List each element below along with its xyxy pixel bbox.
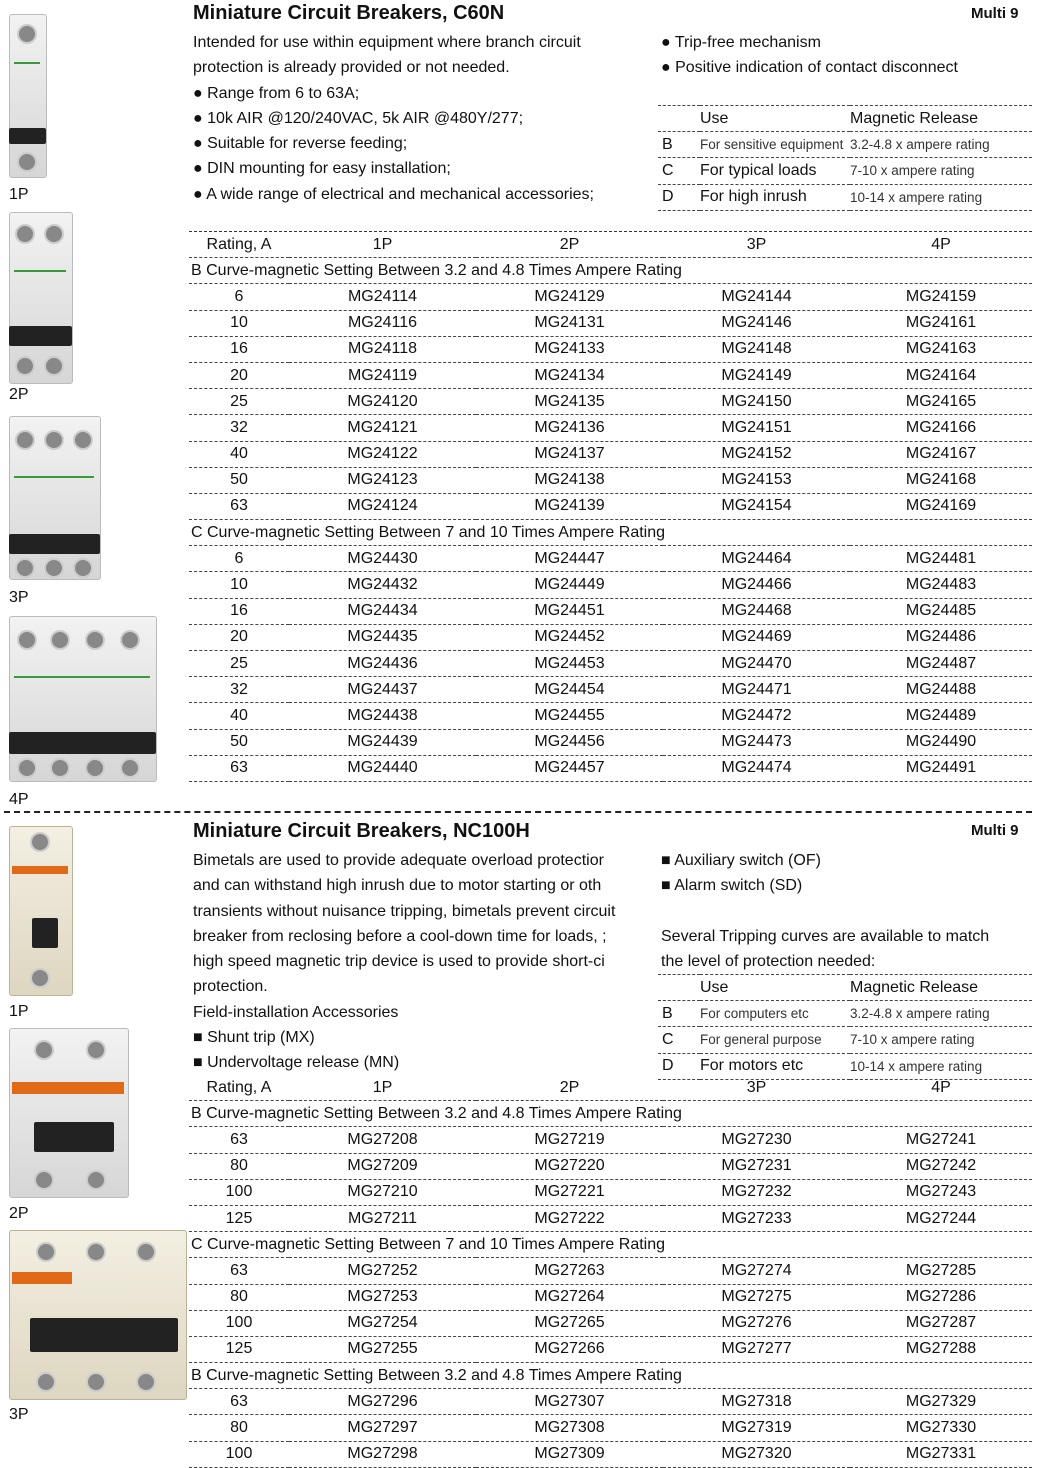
table-row [189,1284,1032,1310]
nc100h-section-b2 [189,1363,1032,1468]
release-header: Magnetic Release [850,975,1032,1001]
part-number-cell: MG27252 [289,1258,476,1284]
part-number-cell: MG24437 [289,677,476,703]
pole-label: 3P [9,1406,29,1423]
part-number-cell: MG24471 [663,677,850,703]
part-number-cell: MG24167 [850,441,1032,467]
part-number-cell: MG27209 [289,1153,476,1179]
part-number-cell: MG27230 [663,1127,850,1153]
release-header: Magnetic Release [850,106,1032,132]
curve-use: For high inrush [700,184,850,210]
part-number-cell: MG24440 [289,755,476,781]
table-row [189,493,1032,519]
part-number-cell: MG24165 [850,389,1032,415]
rating-cell: 50 [189,729,289,755]
table-row [189,546,1032,572]
part-number-cell: MG27264 [476,1284,663,1310]
rating-cell: 32 [189,415,289,441]
part-number-cell: MG24447 [476,546,663,572]
accessories-title: Field-installation Accessories [193,1003,399,1021]
part-number-cell: MG24121 [289,415,476,441]
accessory-item: ■ Shunt trip (MX) [193,1029,315,1047]
part-number-cell: MG27208 [289,1127,476,1153]
curve-letter: D [658,1053,700,1079]
col-header: 2P [476,232,663,258]
part-number-cell: MG27329 [850,1389,1032,1415]
part-number-cell: MG27219 [476,1127,663,1153]
rating-cell: 125 [189,1336,289,1362]
nc100h-brand: Multi 9 [971,822,1019,839]
table-row [189,651,1032,677]
part-number-cell: MG27243 [850,1179,1032,1205]
rating-cell: 20 [189,624,289,650]
table-header-row [189,232,1032,258]
nc100h-tripping-note [661,924,989,975]
table-row [189,729,1032,755]
part-number-cell: MG24163 [850,336,1032,362]
part-number-cell: MG24430 [289,546,476,572]
rating-cell: 40 [189,441,289,467]
rating-cell: 63 [189,1258,289,1284]
rating-cell: 50 [189,467,289,493]
part-number-cell: MG27244 [850,1205,1032,1231]
bullet-item: ● Suitable for reverse feeding; [193,135,408,153]
part-number-cell: MG24148 [663,336,850,362]
part-number-cell: MG24161 [850,310,1032,336]
table-row [189,1310,1032,1336]
part-number-cell: MG27275 [663,1284,850,1310]
part-number-cell: MG24150 [663,389,850,415]
pole-label: 1P [9,186,29,203]
rating-cell: 125 [189,1205,289,1231]
part-number-cell: MG24135 [476,389,663,415]
part-number-cell: MG27276 [663,1310,850,1336]
curve-use: For motors etc [700,1053,850,1079]
desc-line: protection is already provided or not needed. [193,59,510,77]
part-number-cell: MG24452 [476,624,663,650]
part-number-cell: MG24436 [289,651,476,677]
table-row [189,1336,1032,1362]
part-number-cell: MG24120 [289,389,476,415]
use-header: Use [700,975,850,1001]
section-heading: B Curve-magnetic Setting Between 3.2 and 4.8 Times Ampere Rating [189,1101,1032,1127]
rating-cell: 100 [189,1179,289,1205]
section-heading-row [189,258,1032,284]
part-number-cell: MG24474 [663,755,850,781]
part-number-cell: MG27220 [476,1153,663,1179]
c60n-description [193,30,594,207]
part-number-cell: MG24159 [850,284,1032,310]
pole-label: 1P [9,1003,29,1020]
curve-use: For sensitive equipment [700,132,850,158]
part-number-cell: MG24118 [289,336,476,362]
part-number-cell: MG24151 [663,415,850,441]
part-number-cell: MG24137 [476,441,663,467]
part-number-cell: MG24469 [663,624,850,650]
part-number-cell: MG27331 [850,1441,1032,1467]
part-number-cell: MG24486 [850,624,1032,650]
table-row [189,1441,1032,1467]
c60n-section-b [189,258,1032,520]
part-number-cell: MG27277 [663,1336,850,1362]
part-number-cell: MG24432 [289,572,476,598]
col-header: 2P [476,1075,663,1101]
part-number-cell: MG24483 [850,572,1032,598]
c60n-brand: Multi 9 [971,5,1019,22]
curve-letter: C [658,1027,700,1053]
table-row [189,1389,1032,1415]
pole-label: 4P [9,791,29,808]
note-line: the level of protection needed: [661,953,876,971]
desc-line: Bimetals are used to provide adequate overload protectior [193,852,604,869]
col-header: Rating, A [189,232,289,258]
part-number-cell: MG24491 [850,755,1032,781]
part-number-cell: MG27297 [289,1415,476,1441]
table-row [189,677,1032,703]
desc-line: transients without nuisance tripping, bimetals prevent circuit [193,902,616,920]
nc100h-catalog-table [189,1075,1032,1468]
part-number-cell: MG27255 [289,1336,476,1362]
part-number-cell: MG24133 [476,336,663,362]
nc100h-magnetic-table [658,974,1032,1080]
part-number-cell: MG27286 [850,1284,1032,1310]
c60n-features [661,30,958,81]
part-number-cell: MG24488 [850,677,1032,703]
part-number-cell: MG24129 [476,284,663,310]
part-number-cell: MG24434 [289,598,476,624]
part-number-cell: MG24473 [663,729,850,755]
section-heading: C Curve-magnetic Setting Between 7 and 10 Times Ampere Rating [189,520,1032,546]
curve-release: 10-14 x ampere rating [850,184,1032,210]
part-number-cell: MG24481 [850,546,1032,572]
part-number-cell: MG24487 [850,651,1032,677]
table-row [189,1127,1032,1153]
part-number-cell: MG24454 [476,677,663,703]
part-number-cell: MG24439 [289,729,476,755]
part-number-cell: MG24449 [476,572,663,598]
part-number-cell: MG27266 [476,1336,663,1362]
desc-line: and can withstand high inrush due to motor starting or oth [193,877,602,895]
part-number-cell: MG24122 [289,441,476,467]
part-number-cell: MG24485 [850,598,1032,624]
part-number-cell: MG24138 [476,467,663,493]
section-heading-row [189,1363,1032,1389]
part-number-cell: MG24451 [476,598,663,624]
part-number-cell: MG27309 [476,1441,663,1467]
table-row [189,1258,1032,1284]
curve-letter: C [658,158,700,184]
rating-cell: 16 [189,336,289,362]
table-row [189,703,1032,729]
part-number-cell: MG27307 [476,1389,663,1415]
curve-release: 10-14 x ampere rating [850,1053,1032,1079]
section-heading-row [189,520,1032,546]
part-number-cell: MG24438 [289,703,476,729]
rating-cell: 25 [189,651,289,677]
part-number-cell: MG24136 [476,415,663,441]
c60n-section-c [189,520,1032,782]
col-header: 3P [663,1075,850,1101]
col-header: 4P [850,1075,1032,1101]
part-number-cell: MG27319 [663,1415,850,1441]
part-number-cell: MG24114 [289,284,476,310]
accessory-item: ■ Auxiliary switch (OF) [661,852,821,869]
curve-release: 7-10 x ampere rating [850,158,1032,184]
table-row [189,362,1032,388]
rating-cell: 10 [189,572,289,598]
part-number-cell: MG24472 [663,703,850,729]
rating-cell: 40 [189,703,289,729]
desc-line: Intended for use within equipment where branch circuit [193,34,581,51]
rating-cell: 6 [189,546,289,572]
part-number-cell: MG27296 [289,1389,476,1415]
part-number-cell: MG27222 [476,1205,663,1231]
rating-cell: 16 [189,598,289,624]
curve-use: For general purpose [700,1027,850,1053]
col-header: 3P [663,232,850,258]
c60n-title: Miniature Circuit Breakers, C60N [193,2,505,24]
part-number-cell: MG24149 [663,362,850,388]
curve-release: 3.2-4.8 x ampere rating [850,132,1032,158]
part-number-cell: MG24169 [850,493,1032,519]
accessory-item: ■ Undervoltage release (MN) [193,1054,400,1072]
rating-cell: 10 [189,310,289,336]
table-row [189,1179,1032,1205]
bullet-item: ● Range from 6 to 63A; [193,84,360,102]
rating-cell: 63 [189,493,289,519]
part-number-cell: MG24457 [476,755,663,781]
part-number-cell: MG27211 [289,1205,476,1231]
table-row [189,441,1032,467]
part-number-cell: MG24152 [663,441,850,467]
rating-cell: 6 [189,284,289,310]
part-number-cell: MG27265 [476,1310,663,1336]
desc-line: high speed magnetic trip device is used to provide short-ci [193,953,605,971]
pole-label: 2P [9,1205,29,1222]
desc-line: breaker from reclosing before a cool-down time for loads, ; [193,927,607,945]
part-number-cell: MG24116 [289,310,476,336]
bullet-item: ● Positive indication of contact disconnect [661,59,958,77]
bullet-item: ● DIN mounting for easy installation; [193,160,451,178]
accessory-item: ■ Alarm switch (SD) [661,877,803,895]
curve-release: 7-10 x ampere rating [850,1027,1032,1053]
part-number-cell: MG24468 [663,598,850,624]
table-row [189,1153,1032,1179]
bullet-item: ● A wide range of electrical and mechanical accessories; [193,185,594,203]
table-row [189,336,1032,362]
desc-line: protection. [193,978,268,996]
part-number-cell: MG24453 [476,651,663,677]
part-number-cell: MG24144 [663,284,850,310]
curve-letter: D [658,184,700,210]
part-number-cell: MG24131 [476,310,663,336]
part-number-cell: MG24464 [663,546,850,572]
part-number-cell: MG27320 [663,1441,850,1467]
rating-cell: 80 [189,1284,289,1310]
rating-cell: 25 [189,389,289,415]
part-number-cell: MG27298 [289,1441,476,1467]
section-heading: C Curve-magnetic Setting Between 7 and 10 Times Ampere Rating [189,1232,1032,1258]
rating-cell: 63 [189,755,289,781]
part-number-cell: MG24139 [476,493,663,519]
table-row [189,755,1032,781]
section-heading-row [189,1232,1032,1258]
part-number-cell: MG24456 [476,729,663,755]
nc100h-description [193,848,659,1076]
table-row [189,1415,1032,1441]
part-number-cell: MG27232 [663,1179,850,1205]
part-number-cell: MG24470 [663,651,850,677]
rating-cell: 20 [189,362,289,388]
part-number-cell: MG24124 [289,493,476,519]
curve-letter: B [658,132,700,158]
rating-cell: 32 [189,677,289,703]
part-number-cell: MG27254 [289,1310,476,1336]
part-number-cell: MG27210 [289,1179,476,1205]
curve-release: 3.2-4.8 x ampere rating [850,1001,1032,1027]
c60n-magnetic-table [658,105,1032,211]
part-number-cell: MG27274 [663,1258,850,1284]
pole-label: 3P [9,589,29,606]
rating-cell: 80 [189,1415,289,1441]
rating-cell: 80 [189,1153,289,1179]
part-number-cell: MG24146 [663,310,850,336]
part-number-cell: MG27308 [476,1415,663,1441]
nc100h-section-b [189,1101,1032,1232]
part-number-cell: MG24466 [663,572,850,598]
part-number-cell: MG24153 [663,467,850,493]
part-number-cell: MG27287 [850,1310,1032,1336]
part-number-cell: MG27241 [850,1127,1032,1153]
curve-use: For computers etc [700,1001,850,1027]
part-number-cell: MG24166 [850,415,1032,441]
part-number-cell: MG24119 [289,362,476,388]
col-header: 1P [289,1075,476,1101]
table-row [189,598,1032,624]
note-line: Several Tripping curves are available to match [661,928,990,945]
part-number-cell: MG27288 [850,1336,1032,1362]
rating-cell: 100 [189,1441,289,1467]
part-number-cell: MG27318 [663,1389,850,1415]
table-row [189,467,1032,493]
section-divider [4,811,1032,813]
curve-use: For typical loads [700,158,850,184]
part-number-cell: MG24435 [289,624,476,650]
table-row [189,284,1032,310]
part-number-cell: MG24168 [850,467,1032,493]
pole-label: 2P [9,386,29,403]
part-number-cell: MG24154 [663,493,850,519]
part-number-cell: MG27233 [663,1205,850,1231]
table-row [189,310,1032,336]
c60n-catalog-table [189,232,1032,782]
section-heading: B Curve-magnetic Setting Between 3.2 and 4.8 Times Ampere Rating [189,258,1032,284]
part-number-cell: MG27263 [476,1258,663,1284]
curve-letter: B [658,1001,700,1027]
table-row [189,1205,1032,1231]
rating-cell: 100 [189,1310,289,1336]
col-header: 4P [850,232,1032,258]
part-number-cell: MG27253 [289,1284,476,1310]
part-number-cell: MG27221 [476,1179,663,1205]
table-row [189,389,1032,415]
part-number-cell: MG24489 [850,703,1032,729]
rating-cell: 63 [189,1389,289,1415]
part-number-cell: MG24123 [289,467,476,493]
col-header: Rating, A [189,1075,289,1101]
use-header: Use [700,106,850,132]
table-row [189,572,1032,598]
table-header-row [189,1075,1032,1101]
part-number-cell: MG27330 [850,1415,1032,1441]
part-number-cell: MG27285 [850,1258,1032,1284]
col-header: 1P [289,232,476,258]
nc100h-section-c [189,1232,1032,1363]
part-number-cell: MG24134 [476,362,663,388]
bullet-item: ● Trip-free mechanism [661,34,821,51]
nc100h-accessories-right [661,848,821,899]
nc100h-title: Miniature Circuit Breakers, NC100H [193,820,530,842]
section-heading-row [189,1101,1032,1127]
table-row [189,624,1032,650]
section-heading: B Curve-magnetic Setting Between 3.2 and 4.8 Times Ampere Rating [189,1363,1032,1389]
bullet-item: ● 10k AIR @120/240VAC, 5k AIR @480Y/277; [193,109,524,127]
part-number-cell: MG27242 [850,1153,1032,1179]
table-row [189,415,1032,441]
part-number-cell: MG27231 [663,1153,850,1179]
rating-cell: 63 [189,1127,289,1153]
part-number-cell: MG24164 [850,362,1032,388]
part-number-cell: MG24490 [850,729,1032,755]
part-number-cell: MG24455 [476,703,663,729]
